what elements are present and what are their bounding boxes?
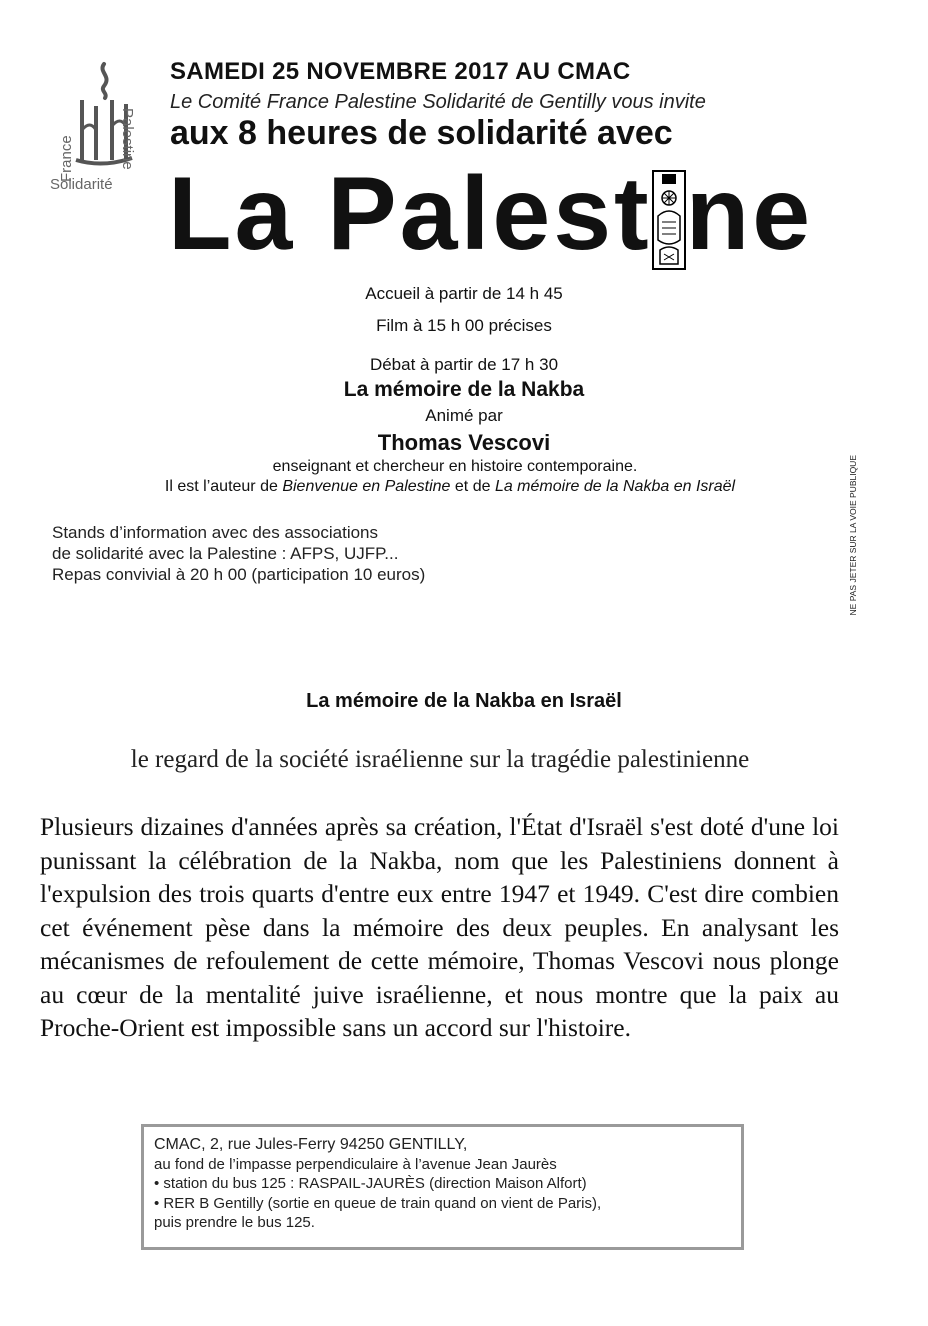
address-line-2: au fond de l’impasse perpendiculaire à l’avenue Jean Jaurès — [154, 1155, 557, 1173]
stands-info — [52, 522, 425, 585]
book-section-title: La mémoire de la Nakba en Israël — [306, 690, 622, 712]
speaker-name: Thomas Vescovi — [377, 430, 551, 455]
address-line-4: • RER B Gentilly (sortie en queue de train quand on vient de Paris), — [154, 1194, 602, 1212]
main-title-part1: La Palest — [168, 156, 652, 272]
logo-text-palestine: Palestine — [119, 108, 136, 170]
address-line-3: • station du bus 125 : RASPAIL-JAURÈS (direction Maison Alfort) — [154, 1175, 587, 1192]
speaker-role: enseignant et chercheur en histoire contemporaine. — [272, 458, 638, 475]
debat-title: La mémoire de la Nakba — [343, 378, 585, 401]
book-section-subtitle: le regard de la société israélienne sur la tragédie palestinienne — [130, 746, 750, 773]
book-title-1: Bienvenue en Palestine — [282, 478, 451, 495]
headline-aux: aux 8 heures de solidarité avec — [170, 114, 673, 152]
main-title-part2: ne — [685, 156, 814, 272]
keffiyeh-figure-icon — [652, 170, 686, 270]
author-mid: et de — [450, 478, 495, 495]
address-line-5: puis prendre le bus 125. — [154, 1214, 315, 1231]
author-prefix: Il est l’auteur de — [164, 478, 283, 495]
address-box — [141, 1124, 744, 1250]
invite-line: Le Comité France Palestine Solidarité de Gentilly vous invite — [170, 91, 706, 113]
association-logo — [28, 60, 148, 200]
stands-line-1: Stands d’information avec des associations — [52, 523, 379, 542]
program-accueil: Accueil à partir de 14 h 45 — [365, 284, 563, 303]
speaker-books — [0, 478, 900, 496]
side-note: NE PAS JETER SUR LA VOIE PUBLIQUE — [848, 455, 858, 616]
logo-text-solidarite: Solidarité — [50, 176, 113, 193]
stands-line-3: Repas convivial à 20 h 00 (participation 10 euros) — [52, 565, 426, 584]
program-debat: Débat à partir de 17 h 30 — [369, 355, 559, 374]
main-title — [168, 156, 814, 272]
event-date: SAMEDI 25 NOVEMBRE 2017 AU CMAC — [170, 58, 631, 85]
book-title-2: La mémoire de la Nakba en Israël — [494, 478, 736, 495]
book-description: Plusieurs dizaines d'années après sa création, l'État d'Israël s'est doté d'une loi punissant la célébration de la Nakba, nom que les Palestiniens donnent à l'expulsion des trois quarts d'entre eux entre 1947 et 1949. C'est dire combien cet événement pèse dans la mémoire des deux peuples. En analysant les mécanismes de refoulement de cette mémoire, Thomas Vescovi nous plonge au cœur de la mentalité juive israélienne, et nous montre que la paix au Proche-Orient est impossible sans un accord sur l'histoire. — [40, 812, 839, 1042]
address-line-1: CMAC, 2, rue Jules-Ferry 94250 GENTILLY, — [154, 1136, 468, 1153]
logo-text-france: France — [58, 135, 75, 182]
anime-par: Animé par — [425, 406, 503, 425]
stands-line-2: de solidarité avec la Palestine : AFPS, UJFP... — [52, 544, 399, 563]
program-film: Film à 15 h 00 précises — [376, 316, 552, 335]
